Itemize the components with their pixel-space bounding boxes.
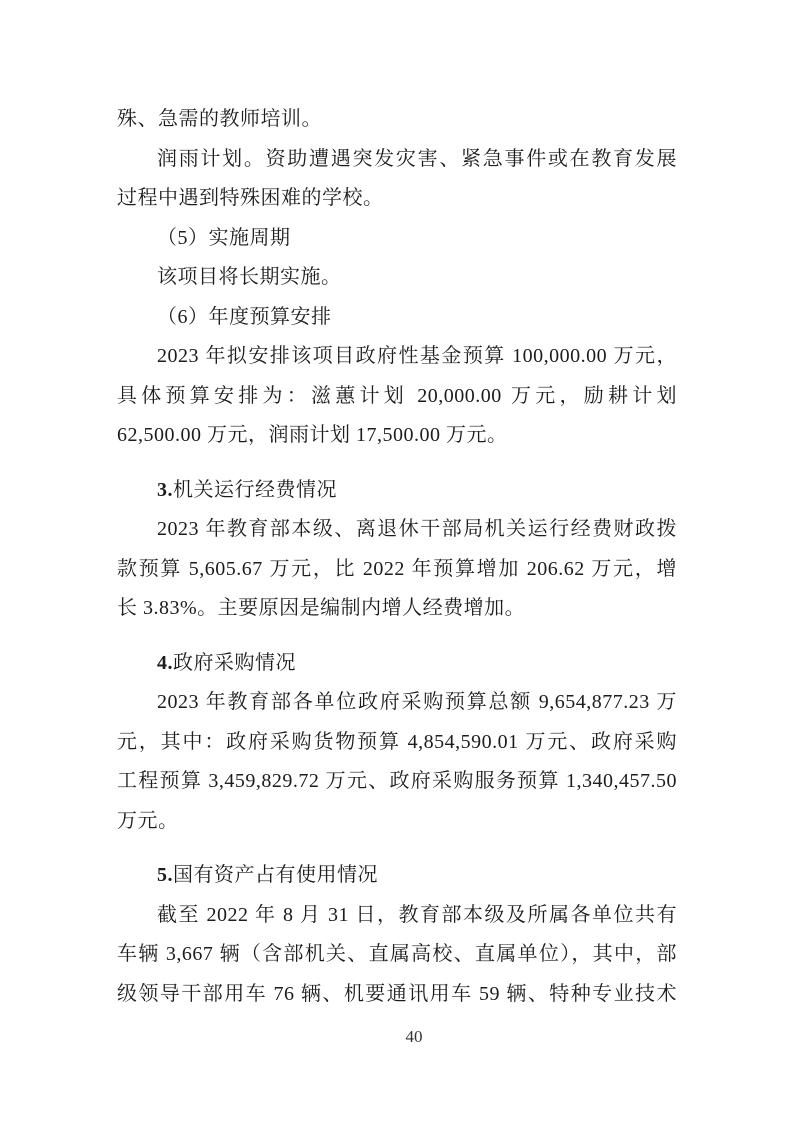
paragraph-line: 长 3.83%。主要原因是编制内增人经费增加。 xyxy=(117,597,526,619)
subheading-6-annual-budget: （6）年度预算安排 xyxy=(157,305,332,328)
paragraph-line: 级领导干部用车 76 辆、机要通讯用车 59 辆、特种专业技术 xyxy=(117,982,677,1005)
page-number: 40 xyxy=(405,1027,423,1046)
section-heading-4-government-procurement xyxy=(117,644,677,684)
paragraph-line: 润雨计划。资助遭遇突发灾害、紧急事件或在教育发展 xyxy=(157,147,677,170)
paragraph-line: 62,500.00 万元，润雨计划 17,500.00 万元。 xyxy=(117,424,508,446)
paragraph-line: 车辆 3,667 辆（含部机关、直属高校、直属单位），其中，部 xyxy=(117,943,677,965)
subheading-5-implementation-period: （5）实施周期 xyxy=(157,226,291,249)
section-heading-3-operating-expenses xyxy=(117,471,677,511)
paragraph-line: 2023 年教育部本级、离退休干部局机关运行经费财政拨 xyxy=(157,518,677,540)
section-heading-5-state-owned-assets xyxy=(117,856,677,896)
section-number: 4. xyxy=(157,651,173,674)
paragraph-line: 万元。 xyxy=(117,809,179,832)
paragraph-line: 2023 年拟安排该项目政府性基金预算 100,000.00 万元， xyxy=(157,345,677,367)
paragraph-tail-line: 殊、急需的教师培训。 xyxy=(117,108,322,130)
section-title: 机关运行经费情况 xyxy=(173,478,337,501)
paragraph-line: 工程预算 3,459,829.72 万元、政府采购服务预算 1,340,457.50 xyxy=(117,770,677,792)
paragraph-line: 该项目将长期实施。 xyxy=(157,266,342,288)
paragraph-line: 截至 2022 年 8 月 31 日，教育部本级及所属各单位共有 xyxy=(157,903,677,926)
paragraph-line: 款预算 5,605.67 万元，比 2022 年预算增加 206.62 万元，增 xyxy=(117,557,677,580)
section-title: 国有资产占有使用情况 xyxy=(173,864,378,886)
document-body xyxy=(117,100,677,1014)
paragraph-line: 具体预算安排为：滋蕙计划 20,000.00 万元，励耕计划 xyxy=(117,384,677,407)
section-title: 政府采购情况 xyxy=(173,651,296,674)
paragraph-line: 过程中遇到特殊困难的学校。 xyxy=(117,187,384,209)
paragraph-line: 元，其中：政府采购货物预算 4,854,590.01 万元、政府采购 xyxy=(117,730,677,753)
section-number: 3. xyxy=(157,478,173,501)
paragraph-line: 2023 年教育部各单位政府采购预算总额 9,654,877.23 万 xyxy=(157,691,677,713)
section-number: 5. xyxy=(157,864,173,886)
